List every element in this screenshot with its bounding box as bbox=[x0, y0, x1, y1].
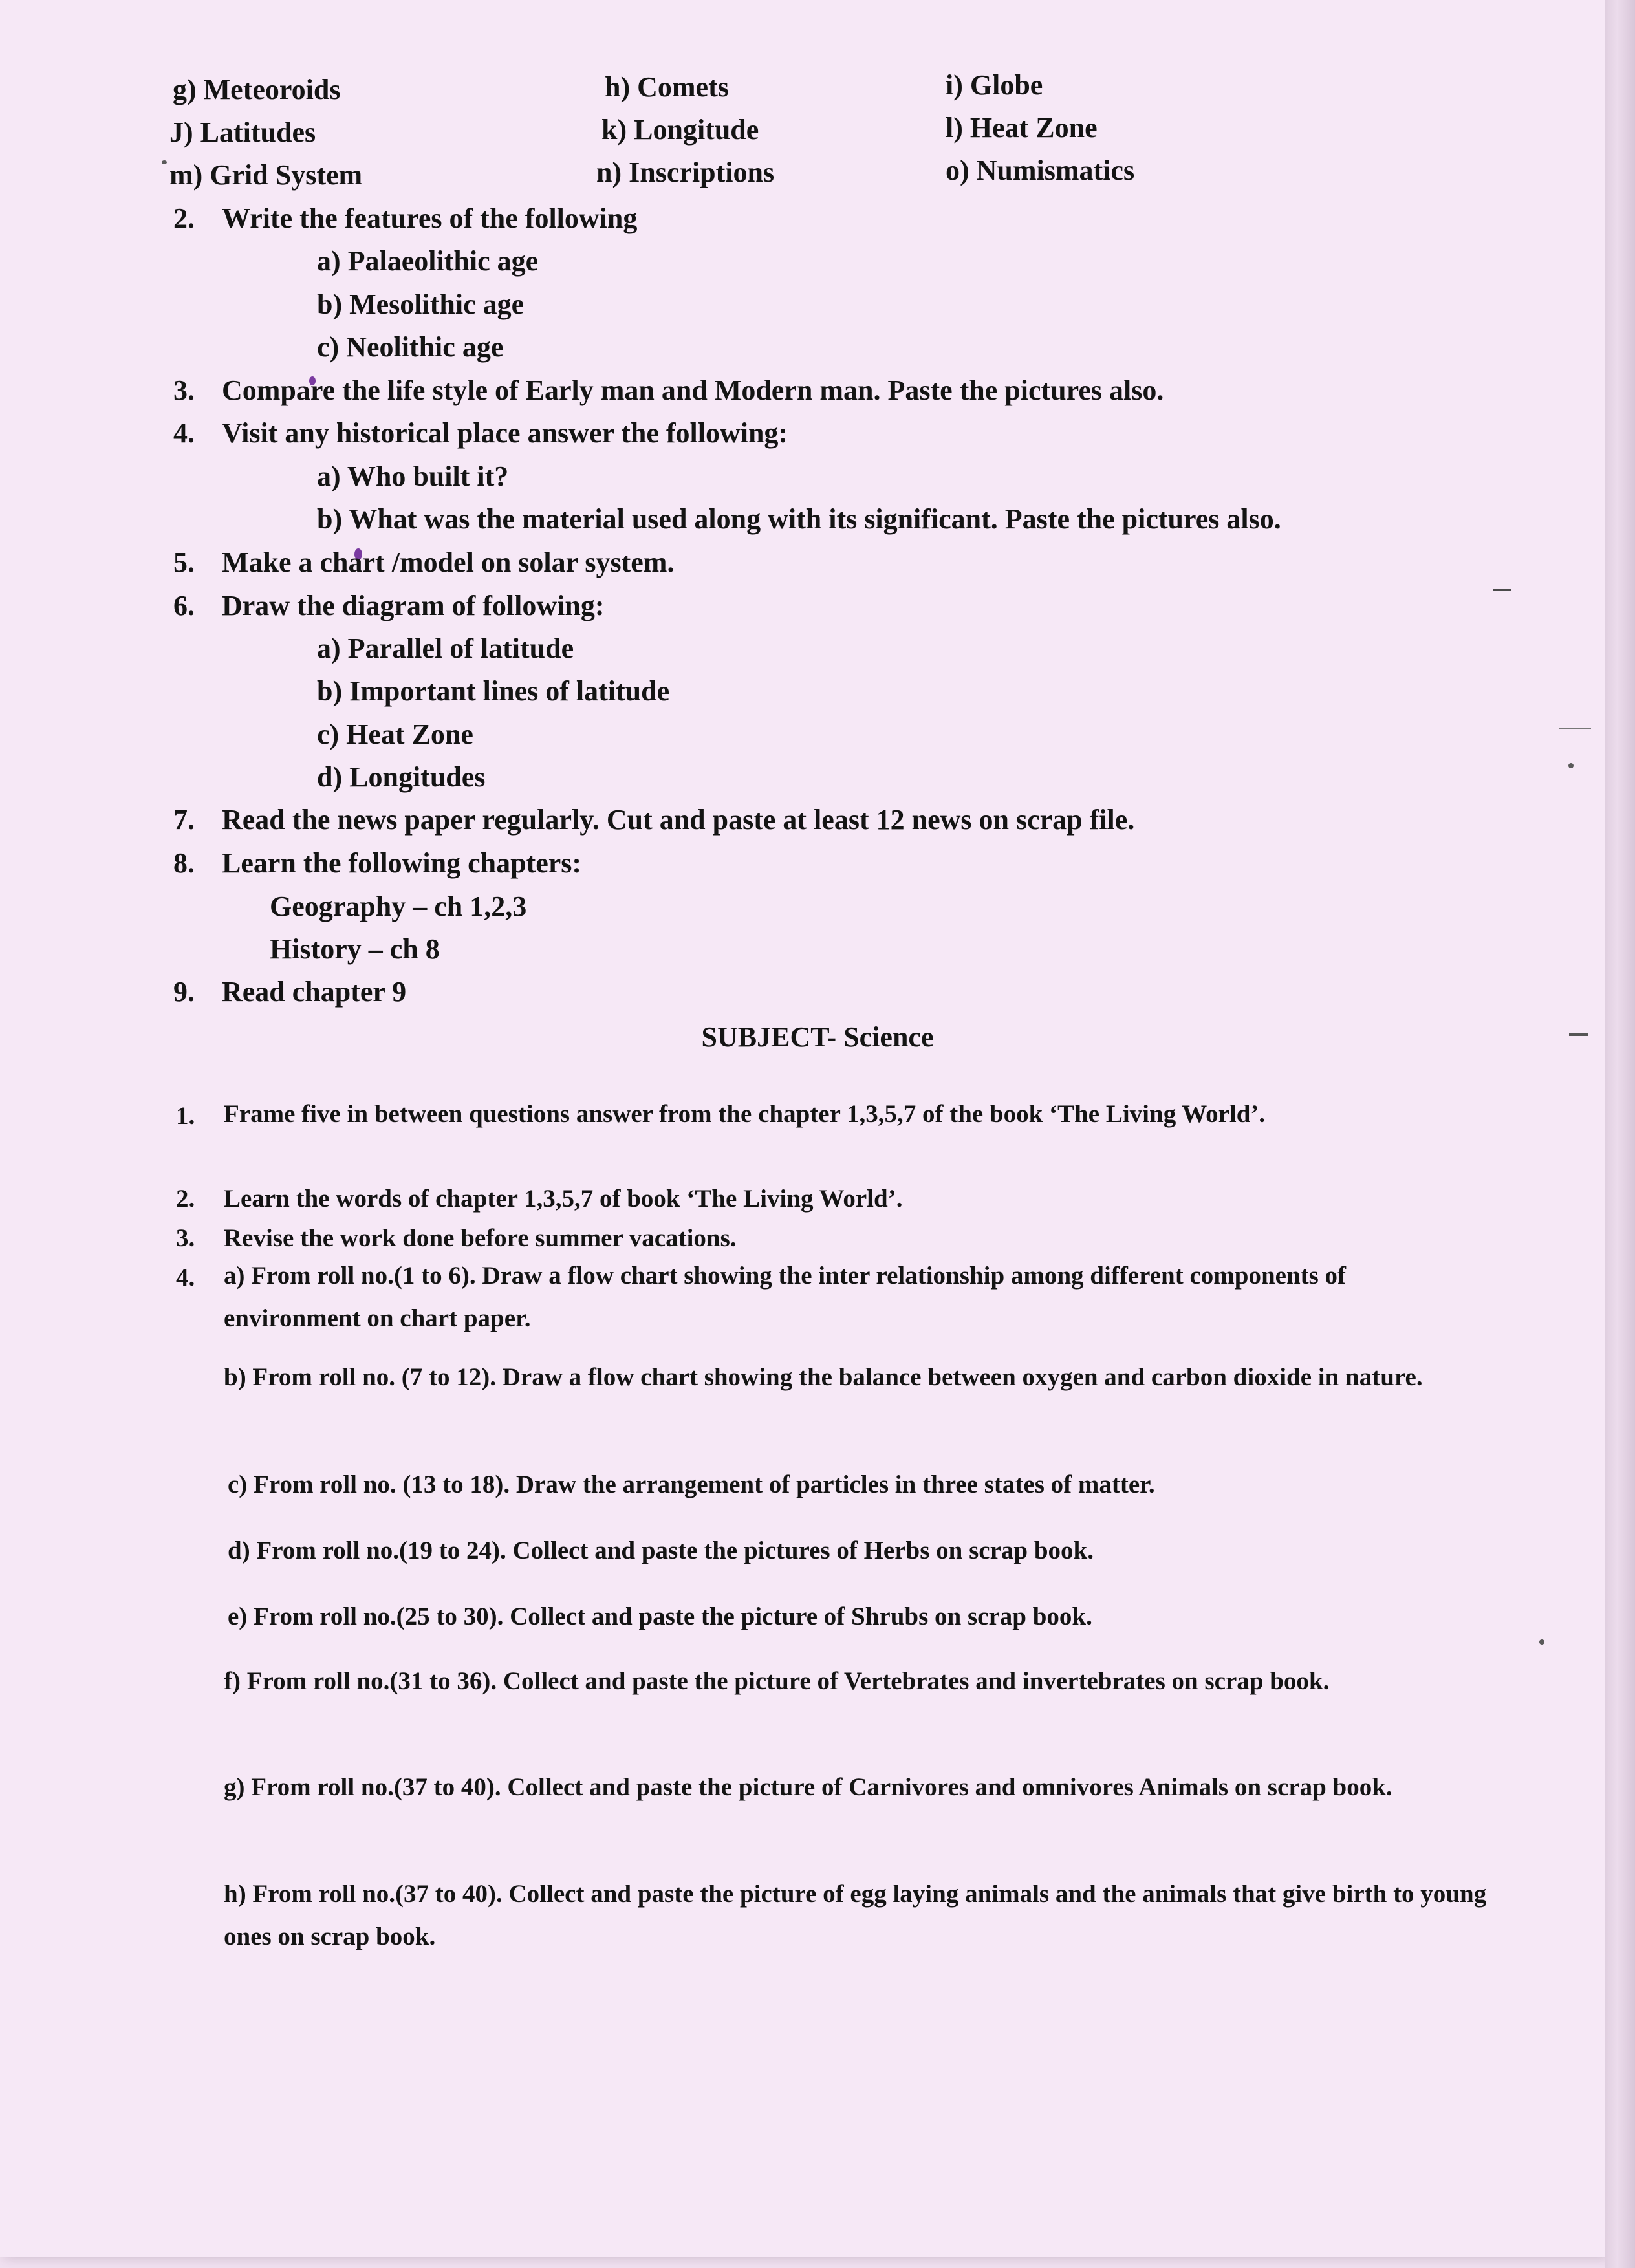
term-inscriptions: n) Inscriptions bbox=[596, 157, 775, 188]
science-task-e: e) From roll no.(25 to 30). Collect and paste the picture of Shrubs on scrap book. bbox=[228, 1603, 1092, 1630]
question-8: Learn the following chapters: bbox=[222, 847, 582, 879]
question-number: 9. bbox=[173, 976, 195, 1008]
term-comets: h) Comets bbox=[605, 71, 729, 103]
question-2: Write the features of the following bbox=[222, 202, 638, 234]
science-task-g: g) From roll no.(37 to 40). Collect and paste the picture of Carnivores and omnivores Animals on scrap book. bbox=[224, 1773, 1392, 1801]
question-number: 5. bbox=[173, 546, 195, 578]
term-numismatics: o) Numismatics bbox=[946, 155, 1135, 186]
question-4: Visit any historical place answer the following: bbox=[222, 417, 788, 449]
question-number: 4. bbox=[173, 417, 195, 449]
question-number: 1. bbox=[176, 1102, 195, 1130]
question-number: 3. bbox=[176, 1224, 195, 1252]
question-3: Compare the life style of Early man and Modern man. Paste the pictures also. bbox=[222, 374, 1164, 406]
chapters-history: History – ch 8 bbox=[270, 933, 440, 965]
question-number: 2. bbox=[176, 1185, 195, 1213]
term-globe: i) Globe bbox=[946, 69, 1043, 101]
subitem-longitudes: d) Longitudes bbox=[317, 761, 486, 793]
term-grid-system: m) Grid System bbox=[169, 159, 363, 191]
question-number: 3. bbox=[173, 374, 195, 406]
term-latitudes: J) Latitudes bbox=[169, 116, 316, 148]
margin-mark bbox=[1559, 728, 1591, 729]
science-question-3: Revise the work done before summer vacations. bbox=[224, 1224, 737, 1252]
question-9: Read chapter 9 bbox=[222, 976, 407, 1008]
question-number: 2. bbox=[173, 202, 195, 234]
chapters-geography: Geography – ch 1,2,3 bbox=[270, 891, 527, 922]
science-task-b: b) From roll no. (7 to 12). Draw a flow chart showing the balance between oxygen and carbon dioxide in nature. bbox=[224, 1363, 1423, 1391]
question-number: 7. bbox=[173, 804, 195, 836]
question-5: Make a chart /model on solar system. bbox=[222, 546, 675, 578]
question-number: 8. bbox=[173, 847, 195, 879]
science-heading: SUBJECT- Science bbox=[701, 1021, 934, 1053]
question-number: 6. bbox=[173, 590, 195, 621]
science-task-d: d) From roll no.(19 to 24). Collect and paste the pictures of Herbs on scrap book. bbox=[228, 1537, 1094, 1564]
subitem-parallel: a) Parallel of latitude bbox=[317, 632, 574, 664]
subitem-heat-zone: c) Heat Zone bbox=[317, 718, 473, 750]
subitem-palaeolithic: a) Palaeolithic age bbox=[317, 245, 539, 277]
margin-mark bbox=[1493, 589, 1511, 591]
subitem-material: b) What was the material used along with its significant. Paste the pictures also. bbox=[317, 503, 1281, 535]
science-task-f: f) From roll no.(31 to 36). Collect and paste the picture of Vertebrates and invertebrates on scrap book. bbox=[224, 1667, 1330, 1695]
question-6: Draw the diagram of following: bbox=[222, 590, 605, 621]
subitem-important-lines: b) Important lines of latitude bbox=[317, 675, 670, 707]
science-task-c: c) From roll no. (13 to 18). Draw the arrangement of particles in three states of matter. bbox=[228, 1471, 1155, 1498]
ink-speck bbox=[1539, 1639, 1544, 1645]
subitem-who-built: a) Who built it? bbox=[317, 460, 509, 492]
term-longitude: k) Longitude bbox=[601, 114, 759, 146]
science-question-1: Frame five in between questions answer from the chapter 1,3,5,7 of the book ‘The Living World’. bbox=[224, 1100, 1266, 1128]
term-meteoroids: g) Meteoroids bbox=[173, 74, 341, 105]
question-7: Read the news paper regularly. Cut and paste at least 12 news on scrap file. bbox=[222, 804, 1135, 836]
subitem-mesolithic: b) Mesolithic age bbox=[317, 288, 525, 320]
science-task-a: a) From roll no.(1 to 6). Draw a flow chart showing the inter relationship among different components of environment on chart paper. bbox=[224, 1262, 1347, 1332]
subitem-neolithic: c) Neolithic age bbox=[317, 331, 504, 363]
paper-edge bbox=[1605, 0, 1635, 2268]
science-task-h: h) From roll no.(37 to 40). Collect and paste the picture of egg laying animals and the animals that give birth to young ones on scrap book. bbox=[224, 1880, 1487, 1950]
question-number: 4. bbox=[176, 1264, 195, 1291]
science-question-2: Learn the words of chapter 1,3,5,7 of book ‘The Living World’. bbox=[224, 1185, 903, 1213]
ink-speck bbox=[162, 160, 167, 164]
ink-speck bbox=[1568, 763, 1574, 768]
term-heat-zone: l) Heat Zone bbox=[946, 112, 1098, 144]
